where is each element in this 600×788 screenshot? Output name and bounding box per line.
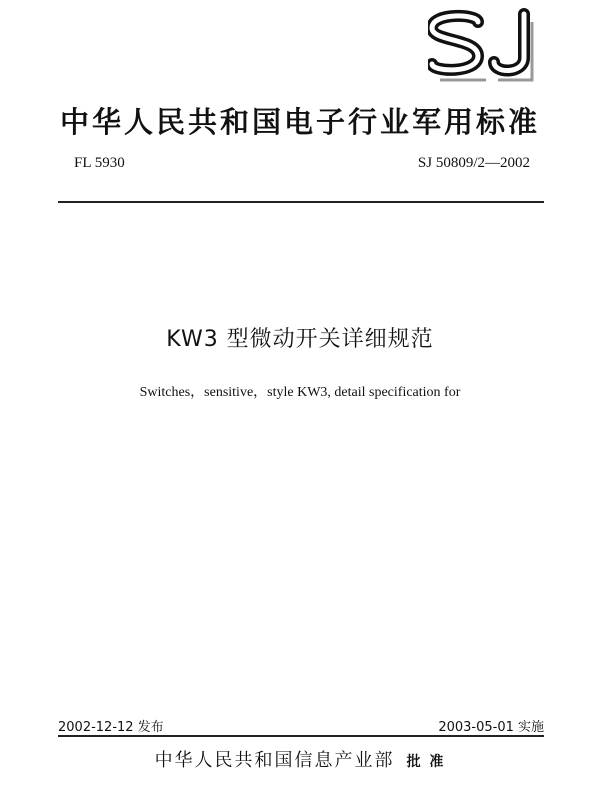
issue-date: 2002-12-12 发布 [58, 720, 164, 735]
sj-logo-icon [428, 8, 538, 88]
top-divider [58, 201, 544, 203]
header-title: 中华人民共和国电子行业军用标准 [59, 105, 540, 139]
document-subtitle: Switches，sensitive，style KW3, detail specification for [139, 385, 461, 400]
document-title: KW3 型微动开关详细规范 [166, 327, 434, 352]
standard-number: SJ 50809/2—2002 [417, 155, 530, 171]
bottom-divider [58, 735, 544, 737]
category-code: FL 5930 [74, 155, 125, 171]
issuer-name: 中华人民共和国信息产业部 [154, 750, 395, 771]
approval-label: 批 准 [406, 754, 446, 770]
issuer-line [0, 746, 600, 772]
effective-date: 2003-05-01 实施 [438, 720, 544, 735]
